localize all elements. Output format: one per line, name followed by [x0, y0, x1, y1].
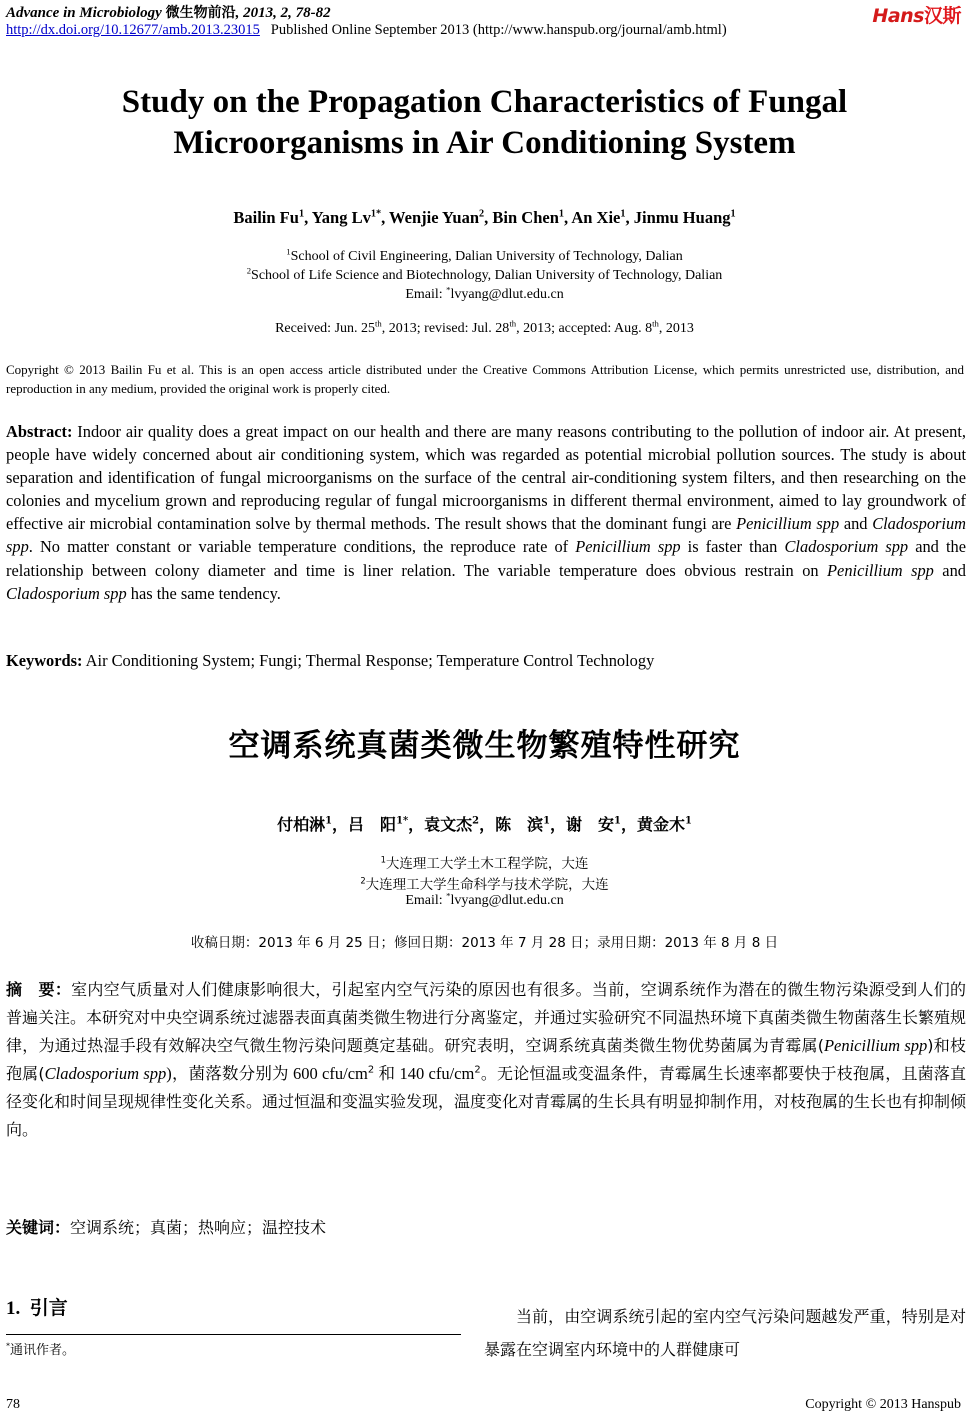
- species-name: Penicillium spp: [736, 514, 840, 534]
- abstract-text: has the same tendency.: [126, 583, 281, 603]
- cn-author-name: 袁文杰: [424, 815, 473, 834]
- cn-author-sep: ，: [550, 815, 567, 834]
- hans-logo: [872, 1, 961, 28]
- cn-received-dates: 收稿日期：2013 年 6 月 25 日；修回日期：2013 年 7 月 28 日；录用日期：2013 年 8 月 8 日: [190, 935, 779, 951]
- species-name: Penicillium spp: [827, 560, 934, 580]
- email-sup: *: [446, 284, 451, 295]
- email-address: lvyang@dlut.edu.cn: [450, 287, 564, 302]
- author-name: Jinmu Huang: [633, 208, 731, 227]
- journal-issue: , 2013, 2, 78-82: [235, 5, 331, 21]
- affiliation-sup: 1: [286, 246, 291, 257]
- received-dates: [0, 318, 969, 337]
- cn-abstract: [6, 976, 966, 1144]
- cn-author-sep: ，: [332, 815, 349, 834]
- footer-copyright: Copyright © 2013 Hanspub: [805, 1397, 961, 1412]
- cn-keywords: [6, 1215, 326, 1238]
- footnote-text: 通讯作者。: [10, 1343, 76, 1358]
- author-sep: ,: [564, 208, 572, 227]
- cn-author-name: 谢 安: [566, 815, 615, 834]
- abstract-text: and: [839, 514, 873, 534]
- author-name: An Xie: [571, 208, 621, 227]
- author-sup: 2: [479, 208, 485, 220]
- abstract-text: is faster than: [680, 537, 785, 557]
- affiliation-sup: 2: [246, 265, 252, 276]
- abstract-label: Abstract:: [6, 422, 73, 441]
- footnote-sup: *: [6, 1341, 11, 1351]
- doi-line: [6, 22, 727, 39]
- author-sup: 1: [298, 208, 305, 220]
- author-sep: ,: [625, 208, 634, 227]
- cn-affiliation-1: [0, 852, 969, 872]
- doi-link[interactable]: http://dx.doi.org/10.12677/amb.2013.23015: [6, 22, 260, 38]
- cn-keywords-label: 关键词：: [6, 1218, 71, 1237]
- cn-author-sup: 1: [543, 815, 551, 827]
- author-sup: 1: [620, 208, 626, 220]
- cn-affiliation-sup: 2: [360, 875, 366, 886]
- copyright-notice: Copyright © 2013 Bailin Fu et al. This is an open access article distributed under the Creative Commons Attribution License, which permits unrestricted use, distribution, and reproduction in any medium, provided the original work is properly cited.: [6, 362, 964, 396]
- author-sep: ,: [381, 208, 390, 227]
- cn-title: 空调系统真菌类微生物繁殖特性研究: [228, 728, 741, 764]
- affiliation-2: [0, 266, 969, 286]
- cn-affiliation-sup: 1: [380, 854, 386, 865]
- section-number: 1.: [6, 1298, 21, 1319]
- author-list: [0, 208, 969, 228]
- affiliation-1: [0, 247, 969, 267]
- published-info: Published Online September 2013 (http://www.hanspub.org/journal/amb.html): [270, 22, 727, 38]
- cn-author-sup: 1: [325, 815, 333, 827]
- cn-author-name: 陈 滨: [495, 815, 544, 834]
- cn-author-sup: 1*: [396, 815, 409, 827]
- email-address: lvyang@dlut.edu.cn: [450, 893, 564, 908]
- cn-author-sep: ，: [408, 815, 425, 834]
- ordinal-sup: th: [652, 318, 659, 329]
- journal-header: [6, 2, 331, 22]
- species-name: Cladosporium spp: [6, 583, 127, 603]
- abstract: [6, 420, 966, 605]
- cn-author-name: 付柏淋: [277, 815, 326, 834]
- cn-abstract-text: )和枝孢属(: [6, 1036, 966, 1083]
- section-title: 引言: [29, 1297, 68, 1319]
- cn-abstract-text: 室内空气质量对人们健康影响很大，引起室内空气污染的原因也有很多。当前，空调系统作为潜在的微生物污染源受到人们的普遍关注。本研究对中央空调系统过滤器表面真菌类微生物进行分离鉴定，并通过实验研究不同温热环境下真菌类微生物菌落生长繁殖规律，为通过热湿手段有效解决空气微生物污染问题奠定基础。研究表明，空调系统真菌类微生物优势菌属为青霉属(: [6, 980, 967, 1055]
- cn-abstract-text: 和 140 cfu/cm: [374, 1064, 475, 1083]
- accepted-text: , 2013; accepted: Aug. 8: [516, 321, 653, 336]
- email-label: Email:: [405, 287, 447, 302]
- author-email: [0, 285, 969, 305]
- cn-affiliation-2: [0, 873, 969, 893]
- received-text: Received: Jun. 25: [275, 321, 376, 336]
- cn-abstract-text: 。无论恒温或变温条件，青霉属生长速率都要快于枝孢属，且菌落直径变化和时间呈现规律性变化关系。通过恒温和变温实验发现，温度变化对青霉属的生长具有明显抑制作用，对枝孢属的生长也有抑制倾向。: [6, 1064, 967, 1139]
- cn-affiliation-text: 大连理工大学生命科学与技术学院，大连: [365, 877, 609, 893]
- cn-author-sup: 1: [684, 815, 692, 827]
- journal-name: Advance in Microbiology: [6, 5, 162, 21]
- species-name: Penicillium spp: [575, 537, 681, 557]
- paper-title: [0, 82, 969, 164]
- logo-text-en: Hans: [872, 5, 924, 27]
- body-column-right: [484, 1300, 966, 1366]
- species-name: Cladosporium spp: [44, 1064, 167, 1083]
- cn-author-name: 黄金木: [636, 815, 685, 834]
- author-name: Bin Chen: [492, 208, 559, 227]
- body-paragraph: 当前，由空调系统引起的室内空气污染问题越发严重，特别是对暴露在空调室内环境中的人群健康可: [484, 1307, 966, 1359]
- cn-abstract-text: )，菌落数分别为 600 cfu/cm: [166, 1064, 368, 1083]
- abstract-text: and the relationship between colony diameter and time is liner relation. The variable temperature does obvious restrain on: [6, 537, 966, 580]
- journal-name-cn: 微生物前沿: [165, 5, 236, 21]
- cn-abstract-label: 摘 要：: [6, 980, 72, 999]
- title-line-2: Microorganisms in Air Conditioning System: [173, 125, 796, 161]
- cn-author-list: [0, 812, 969, 835]
- author-name: Yang Lv: [311, 208, 371, 227]
- cn-author-sup: 1: [614, 815, 621, 827]
- species-name: Cladosporium spp: [784, 537, 909, 557]
- affiliation-text: School of Life Science and Biotechnology, Dalian University of Technology, Dalian: [251, 268, 723, 283]
- author-sup: 1: [558, 208, 564, 220]
- unit-sup: 2: [367, 1064, 375, 1076]
- ordinal-sup: th: [375, 318, 382, 329]
- title-line-1: Study on the Propagation Characteristics of Fungal: [121, 84, 848, 120]
- cn-affiliation-text: 大连理工大学土木工程学院，大连: [385, 856, 589, 872]
- author-sup: 1: [730, 208, 736, 220]
- year-text: , 2013: [658, 321, 694, 336]
- author-name: Wenjie Yuan: [389, 208, 480, 227]
- author-name: Bailin Fu: [233, 208, 299, 227]
- cn-author-sep: ，: [620, 815, 637, 834]
- abstract-text: . No matter constant or variable temperature conditions, the reproduce rate of: [28, 537, 576, 557]
- cn-keywords-text: 空调系统；真菌；热响应；温控技术: [70, 1218, 327, 1237]
- species-name: Cladosporium spp: [6, 514, 966, 557]
- keywords-text: Air Conditioning System; Fungi; Thermal Response; Temperature Control Technology: [82, 651, 655, 670]
- cn-author-sup: 2: [472, 815, 480, 827]
- page-number: 78: [6, 1397, 20, 1412]
- cn-email: [0, 890, 969, 909]
- abstract-text: and: [933, 560, 966, 580]
- footnote: [6, 1339, 75, 1358]
- logo-text-cn: 汉斯: [923, 5, 961, 27]
- cn-author-sep: ，: [479, 815, 496, 834]
- author-sep: ,: [484, 208, 493, 227]
- author-sup: 1*: [370, 208, 382, 220]
- cn-author-name: 吕 阳: [348, 815, 397, 834]
- footnote-divider: [6, 1334, 461, 1335]
- ordinal-sup: th: [509, 318, 517, 329]
- keywords-label: Keywords:: [6, 651, 83, 670]
- affiliation-text: School of Civil Engineering, Dalian University of Technology, Dalian: [290, 249, 683, 264]
- species-name: Penicillium spp: [823, 1036, 928, 1055]
- keywords: [6, 651, 654, 671]
- unit-sup: 2: [474, 1064, 481, 1076]
- revised-text: , 2013; revised: Jul. 28: [381, 321, 510, 336]
- author-sep: ,: [304, 208, 312, 227]
- email-label: Email:: [405, 893, 447, 908]
- section-heading: [6, 1293, 68, 1320]
- email-sup: *: [446, 890, 451, 901]
- abstract-text: Indoor air quality does a great impact on our health and there are many reasons contributing to the pollution of indoor air. At present, people have widely concerned about air conditioning system, which was regarded as potential microbial pollution sources. The study is about separation and identification of fungal microorganisms on the surface of the central air-conditioning system filters, and then researching on the colonies and mycelium grown and reproducing regular of fungal microorganisms in different thermal environment, aimed to lay groundwork of effective air microbial contamination solve by thermal methods. The result shows that the dominant fungi are: [6, 422, 966, 534]
